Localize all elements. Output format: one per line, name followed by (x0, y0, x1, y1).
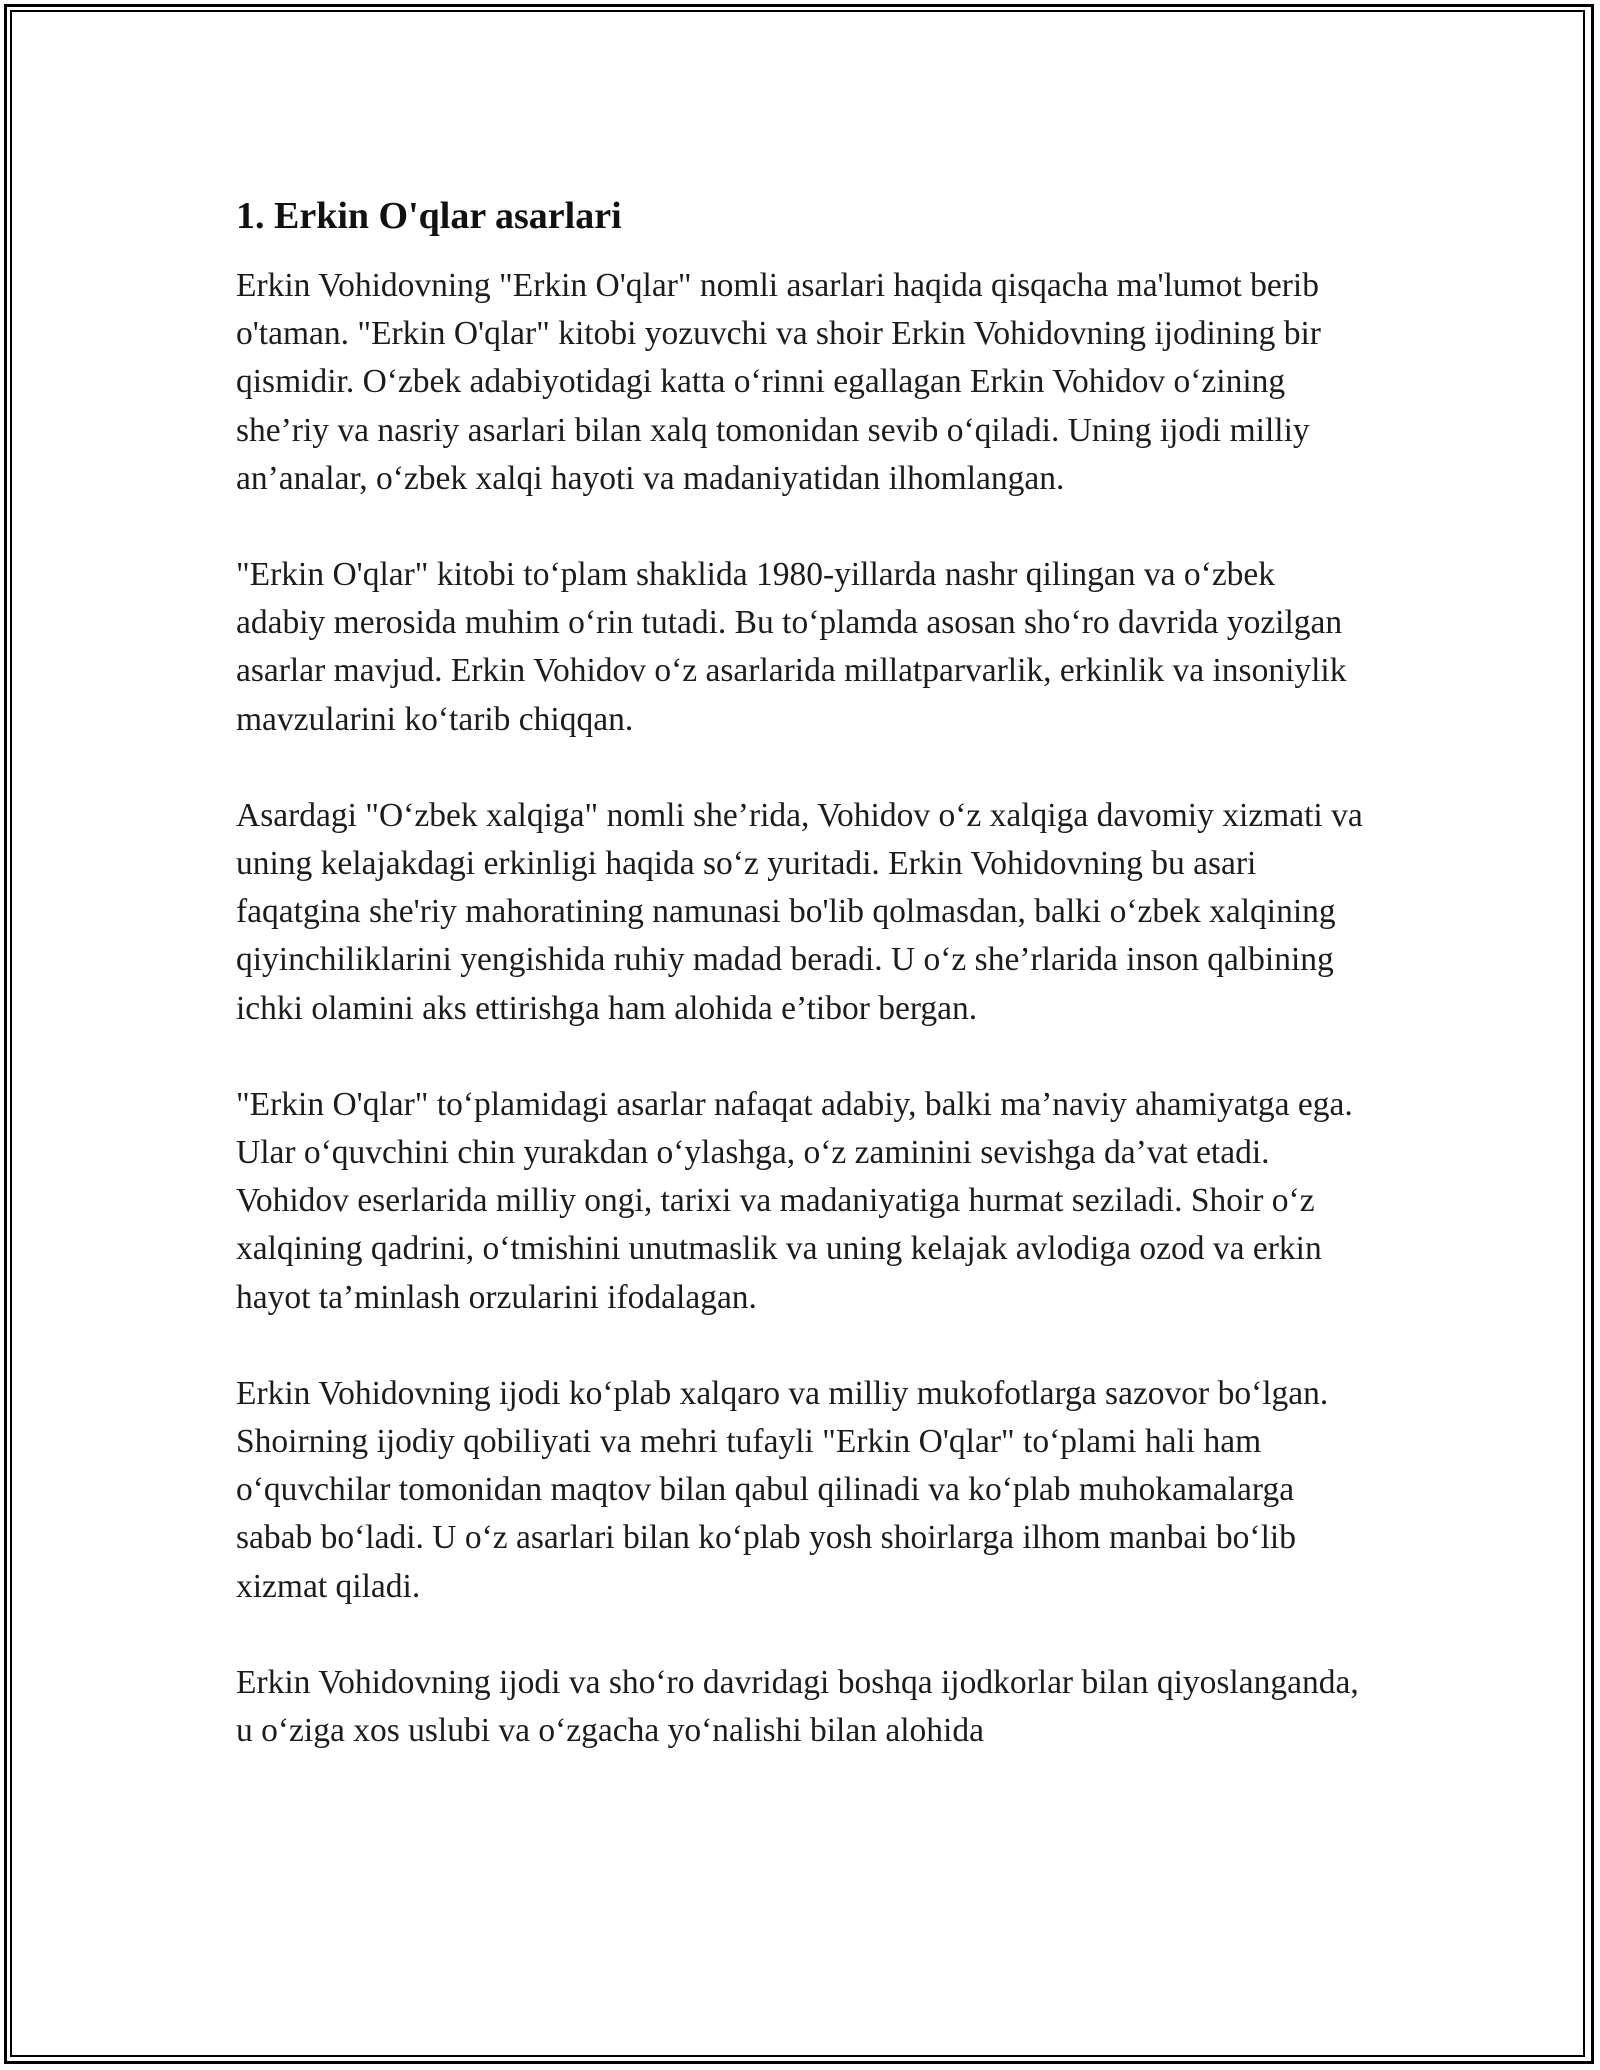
section-heading: 1. Erkin O'qlar asarlari (236, 195, 622, 237)
document-body (236, 180, 1366, 1755)
paragraph-6: Erkin Vohidovning ijodi va sho‘ro davridagi boshqa ijodkorlar bilan qiyoslanganda, u o‘ziga xos uslubi va o‘zgacha yo‘nalishi bilan alohida (236, 1663, 1359, 1750)
paragraph-1: Erkin Vohidovning "Erkin O'qlar" nomli asarlari haqida qisqacha ma'lumot berib o'taman. "Erkin O'qlar" kitobi yozuvchi va shoir Erkin Vohidovning ijodining bir qismidir. O‘zbek adabiyotidagi katta o‘rinni egallagan Erkin Vohidov o‘zining she’riy va nasriy asarlari bilan xalq tomonidan sevib o‘qiladi. Uning ijodi milliy an’analar, o‘zbek xalqi hayoti va madaniyatidan ilhomlangan. (236, 267, 1321, 497)
paragraph-2: "Erkin O'qlar" kitobi to‘plam shaklida 1980-yillarda nashr qilingan va o‘zbek adabiy merosida muhim o‘rin tutadi. Bu to‘plamda asosan sho‘ro davrida yozilgan asarlar mavjud. Erkin Vohidov o‘z asarlarida millatparvarlik, erkinlik va insoniylik mavzularini ko‘tarib chiqqan. (236, 556, 1347, 738)
paragraph-3: Asardagi "O‘zbek xalqiga" nomli she’rida, Vohidov o‘z xalqiga davomiy xizmati va uning kelajakdagi erkinligi haqida so‘z yuritadi. Erkin Vohidovning bu asari faqatgina she'riy mahoratining namunasi bo'lib qolmasdan, balki o‘zbek xalqining qiyinchiliklarini yengishida ruhiy madad beradi. U o‘z she’rlarida inson qalbining ichki olamini aks ettirishga ham alohida e’tibor bergan. (236, 796, 1363, 1027)
paragraph-5: Erkin Vohidovning ijodi ko‘plab xalqaro va milliy mukofotlarga sazovor bo‘lgan. Shoirning ijodiy qobiliyati va mehri tufayli "Erkin O'qlar" to‘plami hali ham o‘quvchilar tomonidan maqtov bilan qabul qilinadi va ko‘plab muhokamalarga sabab bo‘ladi. U o‘z asarlari bilan ko‘plab yosh shoirlarga ilhom manbai bo‘lib xizmat qiladi. (236, 1374, 1329, 1605)
paragraph-4: "Erkin O'qlar" to‘plamidagi asarlar nafaqat adabiy, balki ma’naviy ahamiyatga ega. Ular o‘quvchini chin yurakdan o‘ylashga, o‘z zaminini sevishga da’vat etadi. Vohidov eserlarida milliy ongi, tarixi va madaniyatiga hurmat seziladi. Shoir o‘z xalqining qadrini, o‘tmishini unutmaslik va uning kelajak avlodiga ozod va erkin hayot ta’minlash orzularini ifodalagan. (236, 1085, 1353, 1316)
